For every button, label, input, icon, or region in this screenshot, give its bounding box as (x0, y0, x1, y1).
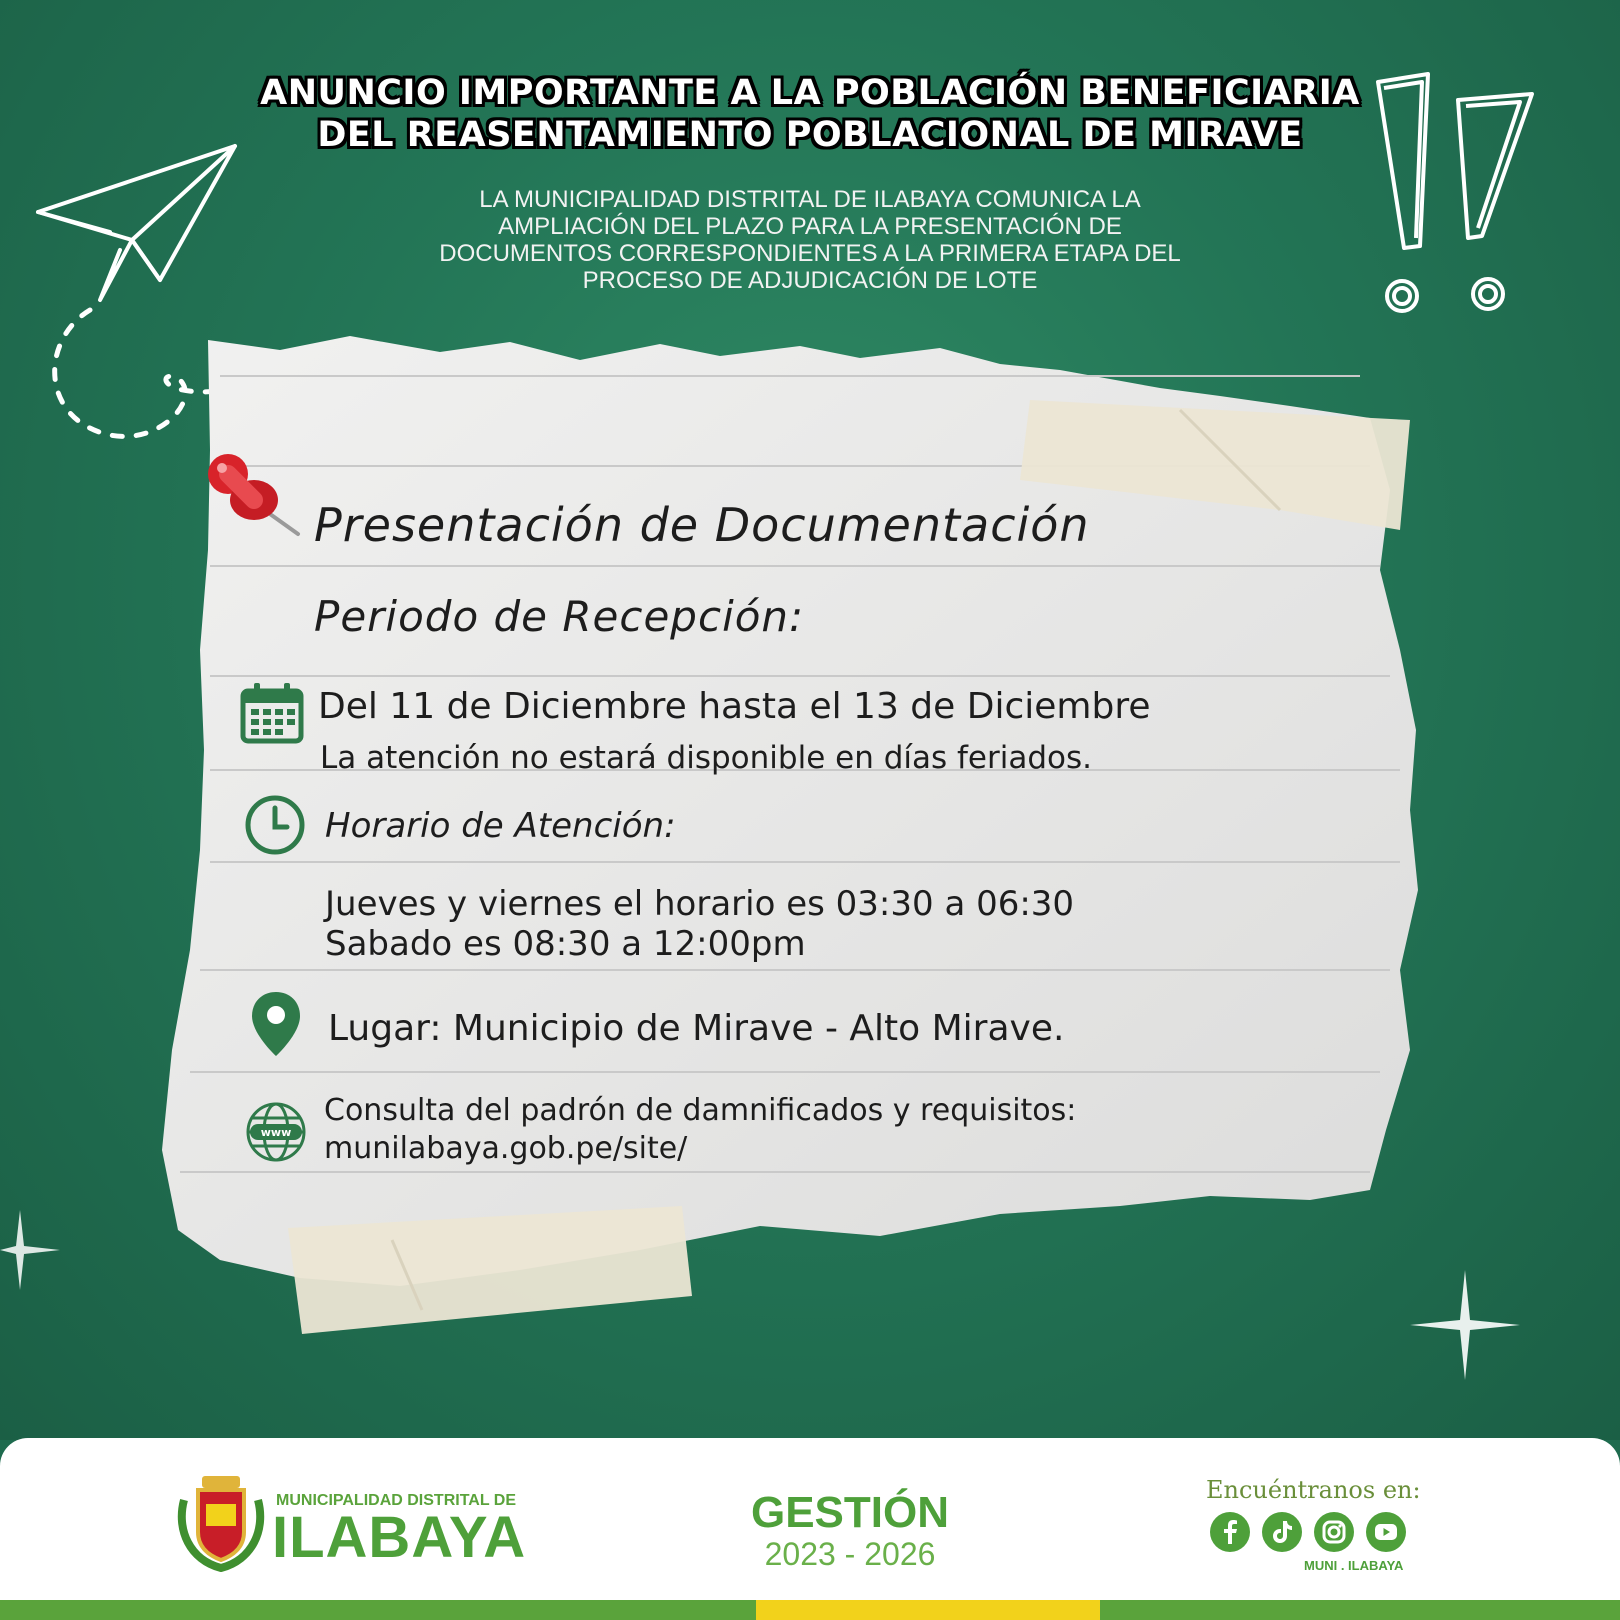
announcement-title (240, 72, 1380, 156)
social-handle: MUNI . ILABAYA (1304, 1558, 1404, 1573)
exclamation-icon (1370, 70, 1550, 330)
consult-text (324, 1092, 1076, 1168)
facebook-icon[interactable] (1210, 1512, 1250, 1552)
title-line-2: DEL REASENTAMIENTO POBLACIONAL DE MIRAVE (317, 115, 1303, 155)
subtitle-line-4: PROCESO DE ADJUDICACIÓN DE LOTE (582, 267, 1038, 294)
gestion-label: GESTIÓN (750, 1488, 950, 1537)
www-label: www (260, 1126, 292, 1139)
masking-tape-bottom (282, 1200, 702, 1340)
location-text: Lugar: Municipio de Mirave - Alto Mirave. (328, 1008, 1065, 1049)
reception-period-label: Periodo de Recepción: (314, 592, 805, 641)
calendar-icon (240, 683, 304, 745)
hours-details (325, 884, 1074, 964)
clock-icon (244, 794, 306, 856)
globe-www-icon (244, 1100, 308, 1164)
subtitle-line-3: DOCUMENTOS CORRESPONDIENTES A LA PRIMERA ETAPA DEL (439, 240, 1181, 267)
org-name-small: MUNICIPALIDAD DISTRITAL DE (276, 1492, 516, 1509)
org-name-big: ILABAYA (272, 1505, 527, 1570)
hours-weekday: Jueves y viernes el horario es 03:30 a 06:30 (325, 884, 1075, 924)
youtube-icon[interactable] (1366, 1512, 1406, 1552)
subtitle-line-2: AMPLIACIÓN DEL PLAZO PARA LA PRESENTACIÓN DE (498, 213, 1122, 240)
hours-label: Horario de Atención: (325, 806, 676, 846)
instagram-icon[interactable] (1314, 1512, 1354, 1552)
hours-saturday: Sabado es 08:30 a 12:00pm (325, 924, 806, 964)
gestion-years: 2023 - 2026 (764, 1536, 936, 1572)
note-heading: Presentación de Documentación (314, 498, 1090, 552)
municipal-crest-logo (176, 1470, 266, 1572)
footer-color-stripe (0, 1600, 1620, 1620)
sparkle-decoration-small (0, 1210, 60, 1290)
subtitle-line-1: LA MUNICIPALIDAD DISTRITAL DE ILABAYA COMUNICA LA (479, 186, 1141, 213)
location-pin-icon (250, 990, 302, 1058)
title-line-1: ANUNCIO IMPORTANTE A LA POBLACIÓN BENEFICIARIA (260, 73, 1360, 113)
consult-line: Consulta del padrón de damnificados y requisitos: (324, 1093, 1077, 1128)
find-us-label: Encuéntranos en: (1206, 1476, 1421, 1504)
tiktok-icon[interactable] (1262, 1512, 1302, 1552)
push-pin-icon (206, 452, 306, 542)
reception-dates: Del 11 de Diciembre hasta el 13 de Diciembre (318, 686, 1151, 727)
announcement-subtitle (340, 186, 1280, 294)
holiday-note: La atención no estará disponible en días feriados. (320, 740, 1092, 776)
website-link[interactable]: munilabaya.gob.pe/site/ (324, 1131, 688, 1166)
